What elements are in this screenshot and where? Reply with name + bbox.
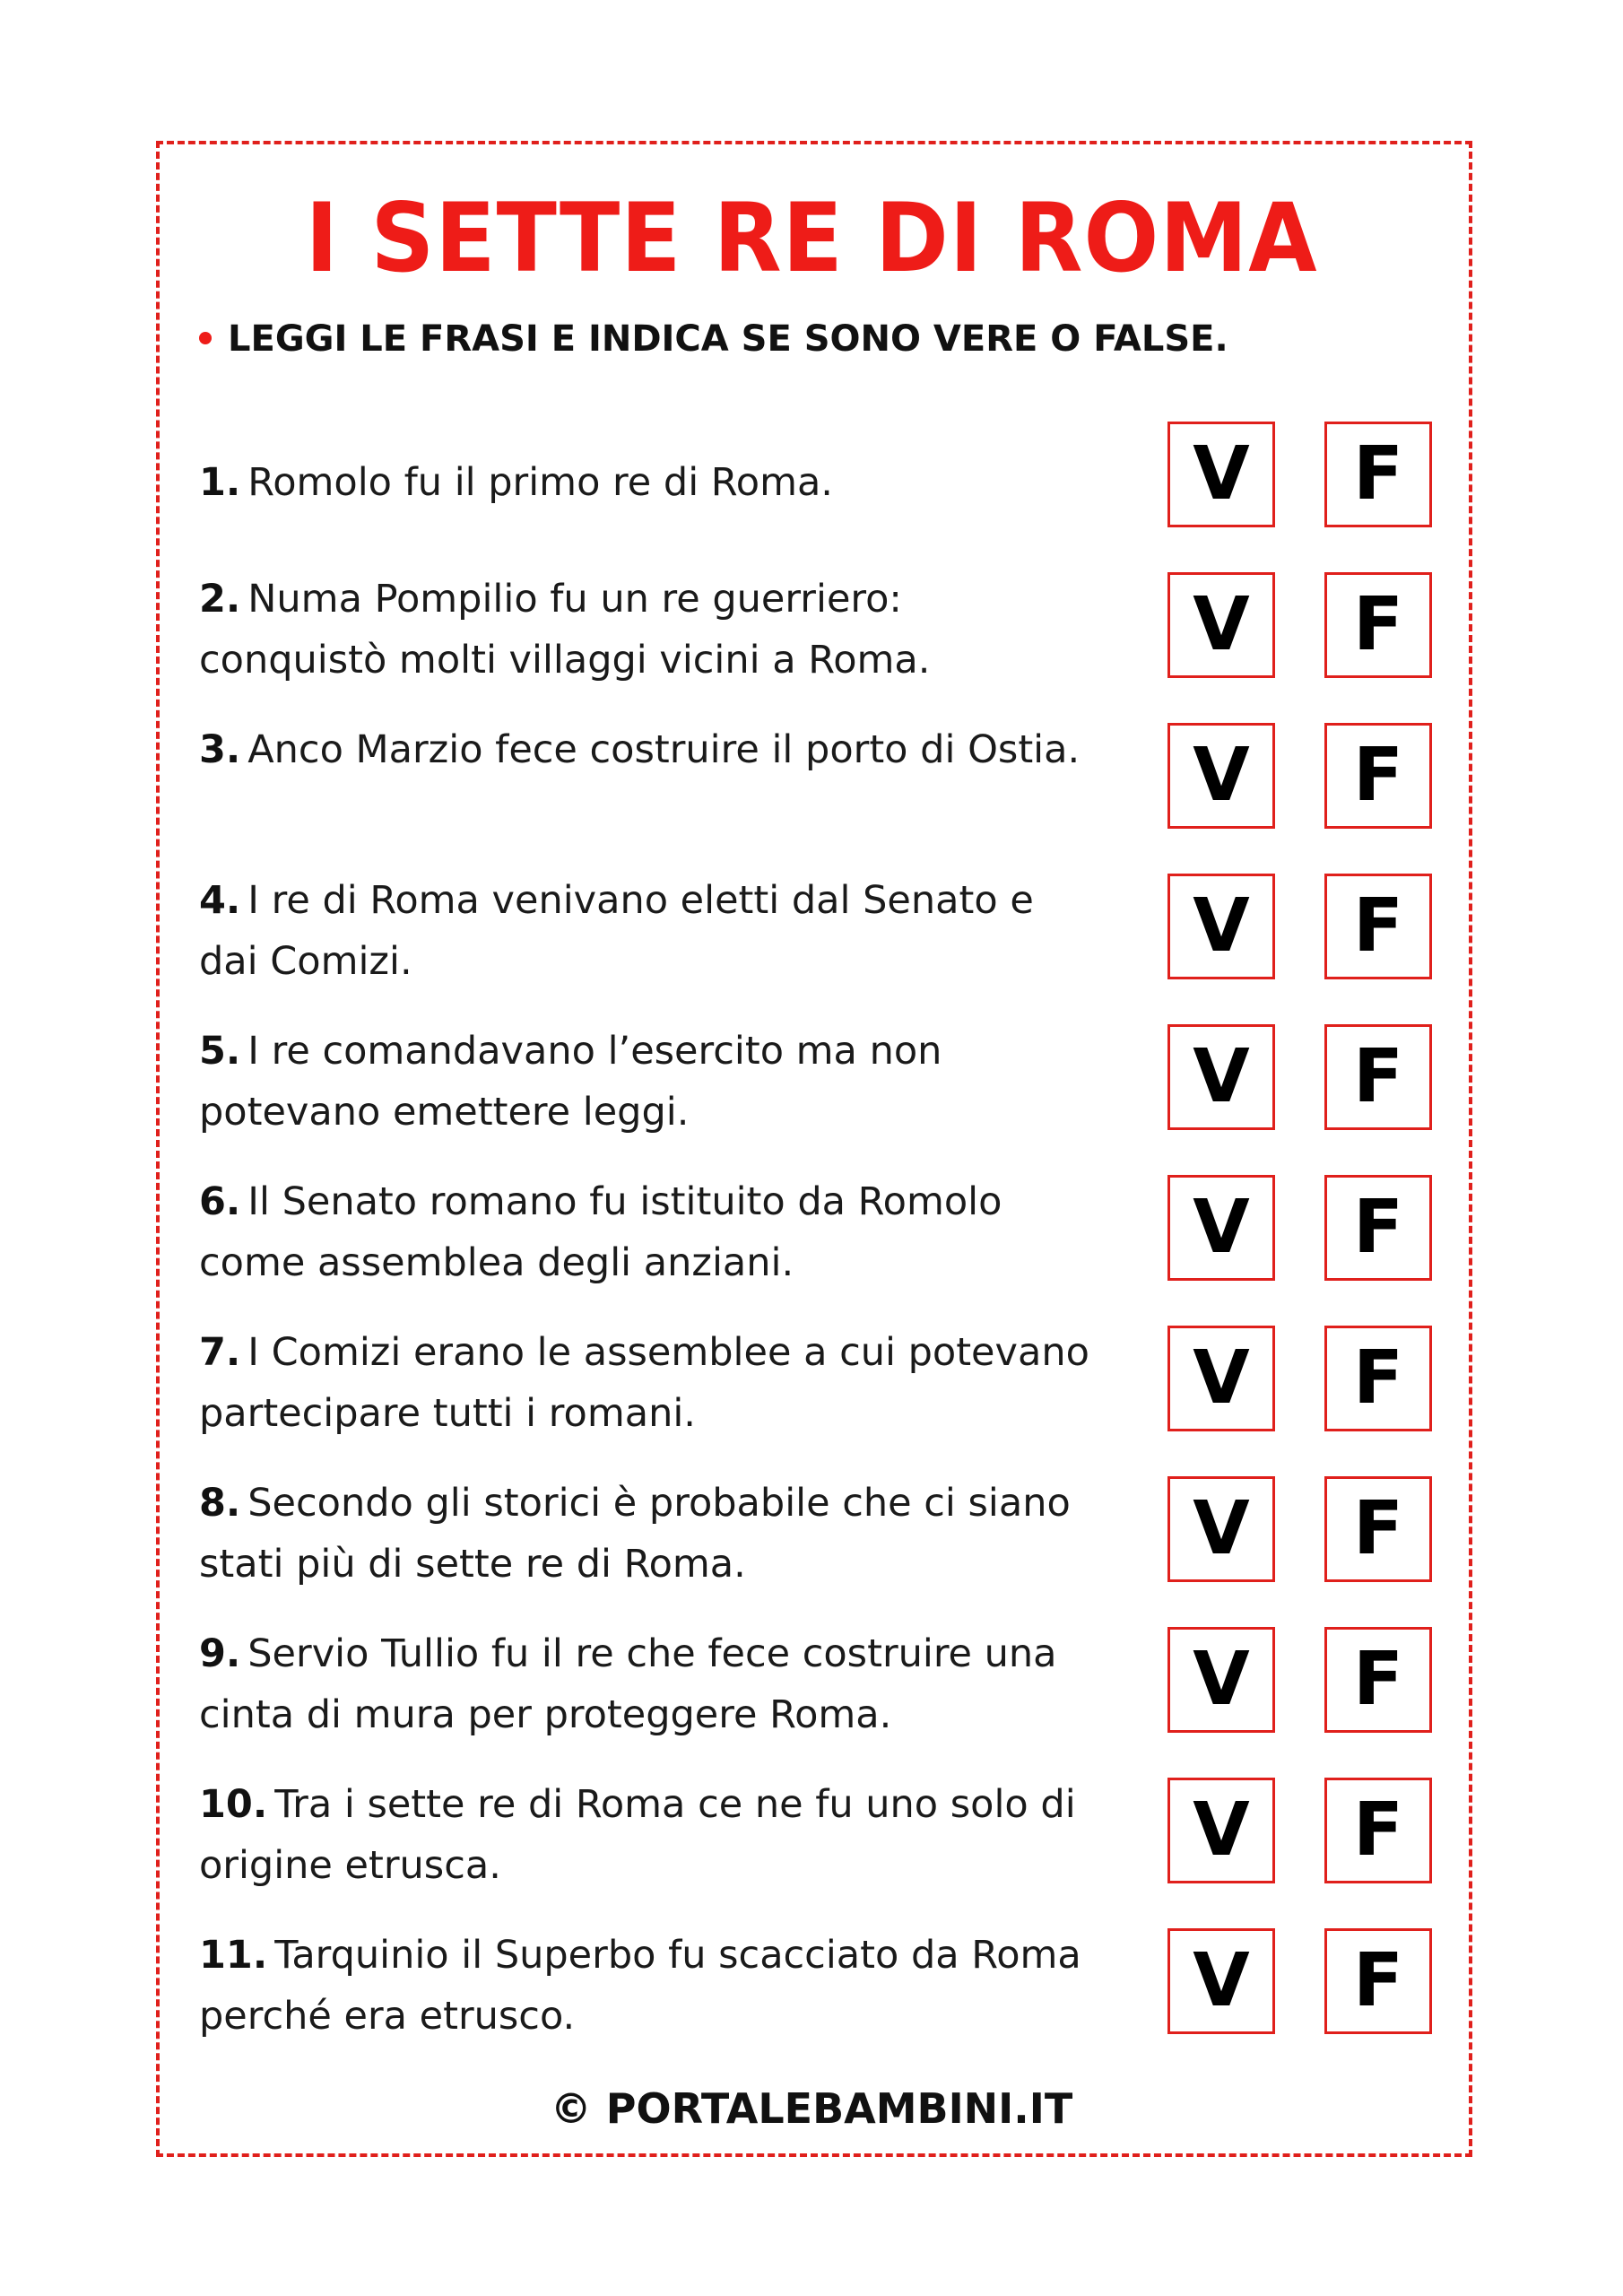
- true-box[interactable]: V: [1167, 1175, 1275, 1281]
- question-row: [0, 1024, 1623, 1175]
- question-row: [0, 1928, 1623, 2079]
- question-number: 8.: [199, 1481, 241, 1526]
- true-box[interactable]: V: [1167, 1928, 1275, 2034]
- true-box[interactable]: V: [1167, 874, 1275, 979]
- question-row: [0, 1326, 1623, 1476]
- question-text: [199, 719, 1096, 780]
- false-box[interactable]: F: [1324, 874, 1432, 979]
- question-row: [0, 723, 1623, 874]
- question-number: 1.: [199, 460, 241, 505]
- false-box[interactable]: F: [1324, 1326, 1432, 1431]
- question-sentence: Anco Marzio fece costruire il porto di Ostia.: [247, 727, 1081, 772]
- true-box[interactable]: V: [1167, 422, 1275, 527]
- instruction-text: LEGGI LE FRASI E INDICA SE SONO VERE O FALSE.: [228, 318, 1228, 360]
- false-box[interactable]: F: [1324, 1476, 1432, 1582]
- question-text: [199, 452, 1096, 513]
- question-row: [0, 572, 1623, 723]
- question-text: [199, 1623, 1096, 1745]
- false-box[interactable]: F: [1324, 572, 1432, 678]
- question-sentence: Il Senato romano fu istituito da Romolo come assemblea degli anziani.: [199, 1179, 1002, 1285]
- question-row: [0, 874, 1623, 1024]
- true-box[interactable]: V: [1167, 723, 1275, 829]
- false-box[interactable]: F: [1324, 422, 1432, 527]
- question-row: [0, 1476, 1623, 1627]
- question-text: [199, 569, 1096, 691]
- question-sentence: I Comizi erano le assemblee a cui potevano partecipare tutti i romani.: [199, 1330, 1089, 1436]
- false-box[interactable]: F: [1324, 1627, 1432, 1733]
- true-box[interactable]: V: [1167, 1627, 1275, 1733]
- question-number: 10.: [199, 1782, 268, 1827]
- false-box[interactable]: F: [1324, 723, 1432, 829]
- true-box[interactable]: V: [1167, 1476, 1275, 1582]
- question-sentence: Servio Tullio fu il re che fece costruire una cinta di mura per proteggere Roma.: [199, 1631, 1057, 1737]
- question-sentence: I re di Roma venivano eletti dal Senato e dai Comizi.: [199, 878, 1034, 984]
- question-row: [0, 1175, 1623, 1326]
- question-number: 11.: [199, 1933, 268, 1978]
- true-box[interactable]: V: [1167, 572, 1275, 678]
- question-text: [199, 1774, 1096, 1896]
- question-row: [0, 422, 1623, 572]
- question-sentence: Secondo gli storici è probabile che ci siano stati più di sette re di Roma.: [199, 1481, 1071, 1587]
- question-sentence: Tarquinio il Superbo fu scacciato da Roma perché era etrusco.: [199, 1933, 1081, 2039]
- question-number: 4.: [199, 878, 241, 923]
- true-box[interactable]: V: [1167, 1326, 1275, 1431]
- question-row: [0, 1627, 1623, 1778]
- question-sentence: I re comandavano l’esercito ma non potevano emettere leggi.: [199, 1029, 942, 1135]
- worksheet-title: I SETTE RE DI ROMA: [305, 183, 1318, 293]
- question-number: 6.: [199, 1179, 241, 1224]
- question-number: 9.: [199, 1631, 241, 1676]
- question-text: [199, 1322, 1096, 1444]
- false-box[interactable]: F: [1324, 1778, 1432, 1883]
- false-box[interactable]: F: [1324, 1024, 1432, 1130]
- question-text: [199, 1021, 1096, 1143]
- false-box[interactable]: F: [1324, 1175, 1432, 1281]
- true-box[interactable]: V: [1167, 1024, 1275, 1130]
- question-number: 5.: [199, 1029, 241, 1074]
- false-box[interactable]: F: [1324, 1928, 1432, 2034]
- question-row: [0, 1778, 1623, 1928]
- question-text: [199, 1171, 1096, 1293]
- true-box[interactable]: V: [1167, 1778, 1275, 1883]
- question-number: 3.: [199, 727, 241, 772]
- question-number: 7.: [199, 1330, 241, 1375]
- question-text: [199, 1473, 1096, 1595]
- question-text: [199, 870, 1096, 992]
- question-number: 2.: [199, 577, 241, 622]
- question-text: [199, 1925, 1096, 2047]
- question-sentence: Tra i sette re di Roma ce ne fu uno solo di origine etrusca.: [199, 1782, 1076, 1888]
- copyright-footer: © PORTALEBAMBINI.IT: [550, 2084, 1073, 2133]
- question-sentence: Romolo fu il primo re di Roma.: [247, 460, 833, 505]
- question-sentence: Numa Pompilio fu un re guerriero: conquistò molti villaggi vicini a Roma.: [199, 577, 931, 683]
